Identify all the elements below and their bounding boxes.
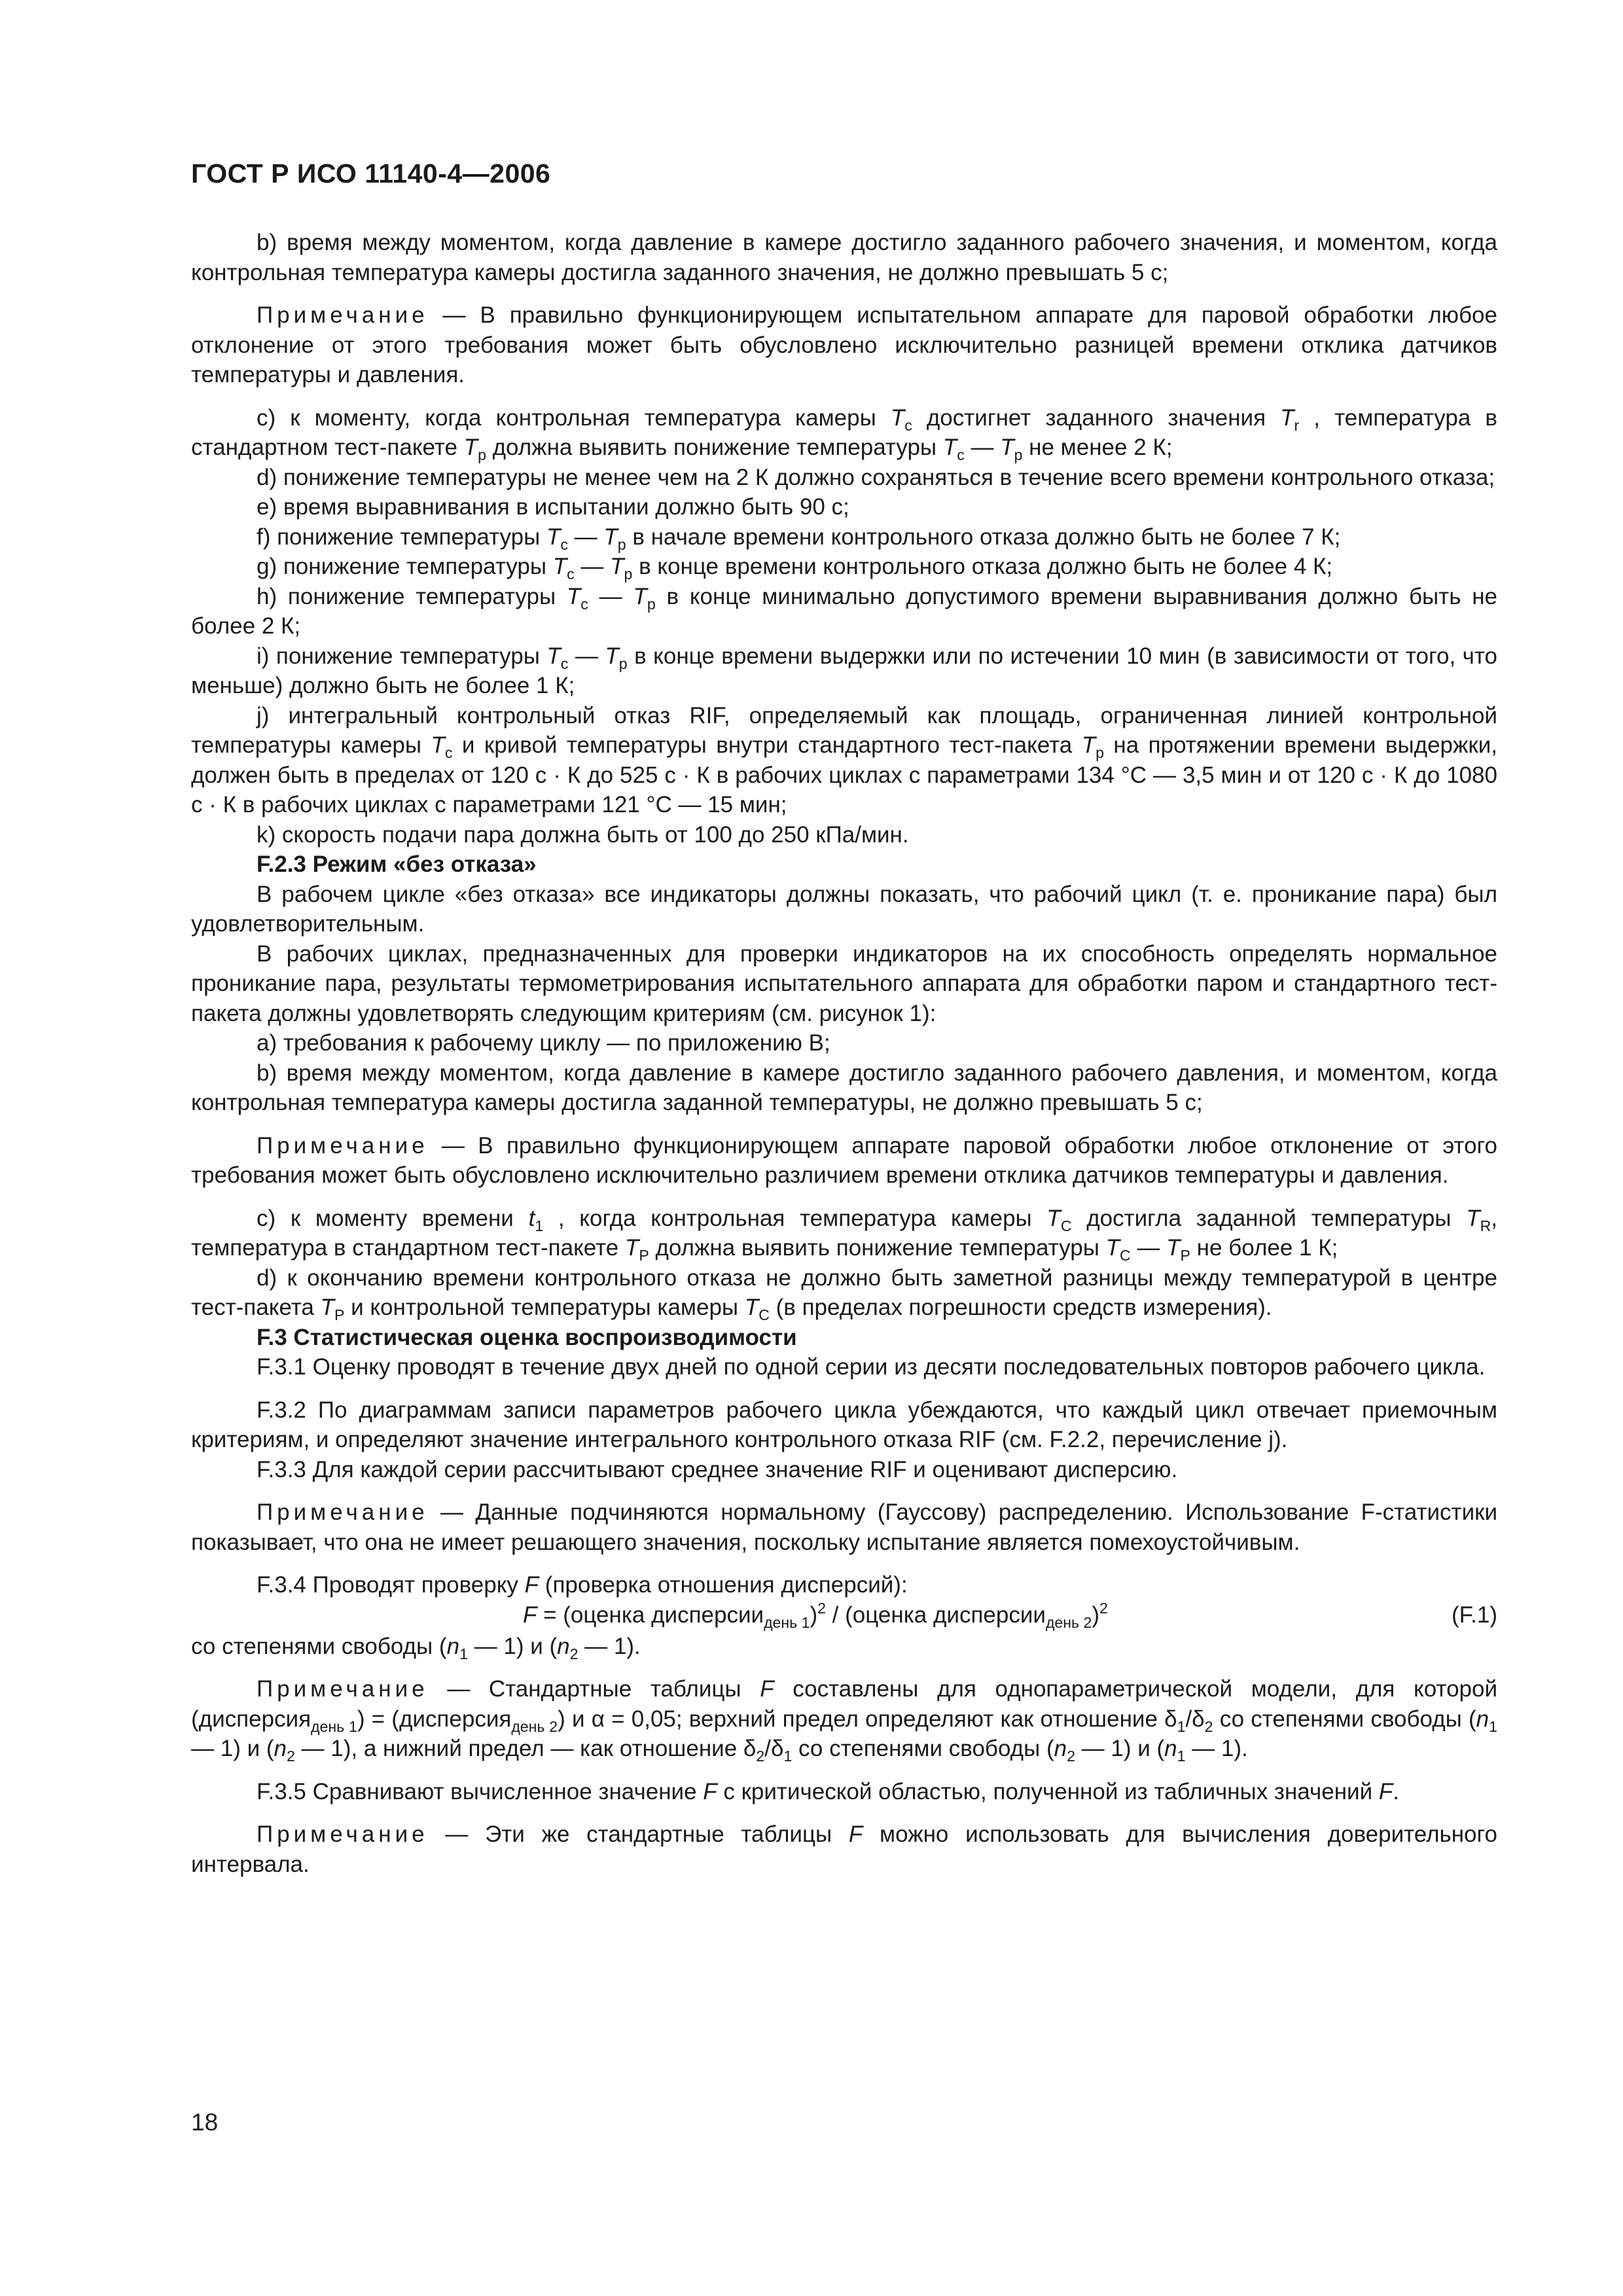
paragraph: j) интегральный контрольный отказ RIF, определяемый как площадь, ограниченная линией контрольной температуры камеры $T_c$ и кривой температуры внутри стандартного тест-пакета $T_p$ на протяжении времени выдержки, должен быть в пределах от 120 с · К до 525 с · К в рабочих циклах с параметрами 134 °С — 3,5 мин и от 120 с · К до 1080 с · К в рабочих циклах с параметрами 121 °С — 15 мин;: [191, 702, 1498, 817]
formula-text: F = (оценка дисперсии$_{день 1}$)$^2$ / (оценка дисперсии$_{день 2}$)$^2$: [523, 1599, 1108, 1631]
note-paragraph: Примечание — В правильно функционирующем испытательном аппарате для паровой обработки любое отклонение от этого требования может быть обусловлено исключительно разницей времени отклика датчиков температуры и давления.: [191, 302, 1497, 387]
body-section-a: [191, 228, 1497, 1600]
document-body: [191, 228, 1497, 1892]
note-paragraph: Примечание — Стандартные таблицы F составлены для однопараметрической модели, для которой (дисперсия$_{день 1}$) = (дисперсия$_{день 2}$) и α = 0,05; верхний предел определяют как отношение $\delta_1/\delta_2$ со степенями свободы ($n_1$ — 1) и ($n_2$ — 1), а нижний предел — как отношение $\delta_2/\delta_1$ со степенями свободы ($n_2$ — 1) и ($n_1$ — 1).: [191, 1676, 1498, 1765]
section-heading: F.2.3 Режим «без отказа»: [257, 852, 537, 877]
paragraph: со степенями свободы ($n_1$ — 1) и ($n_2$ — 1).: [191, 1633, 641, 1662]
paragraph: d) к окончанию времени контрольного отказа не должно быть заметной разницы между температурой в центре тест-пакета $T_P$ и контрольной температуры камеры $T_C$ (в пределах погрешности средств измерения).: [191, 1265, 1497, 1324]
note-paragraph: Примечание — Данные подчиняются нормальному (Гауссову) распределению. Использование F-статистики показывает, что она не имеет решающего значения, поскольку испытание является помехоустойчивым.: [191, 1499, 1497, 1555]
paragraph: F.3.3 Для каждой серии рассчитывают среднее значение RIF и оценивают дисперсию.: [257, 1456, 1178, 1482]
note-paragraph: Примечание — Эти же стандартные таблицы F можно использовать для вычисления доверительного интервала.: [191, 1821, 1497, 1877]
paragraph: i) понижение температуры $T_c$ — $T_p$ в конце времени выдержки или по истечении 10 мин (в зависимости от того, что меньше) должно быть не более 1 К;: [191, 643, 1498, 698]
note-paragraph: Примечание — В правильно функционирующем аппарате паровой обработки любое отклонение от этого требования может быть обусловлено исключительно различием времени отклика датчиков температуры и давления.: [191, 1132, 1497, 1188]
document-header: ГОСТ Р ИСО 11140-4—2006: [191, 158, 551, 188]
paragraph: c) к моменту, когда контрольная температура камеры $T_c$ достигнет заданного значения $T_r$ , температура в стандартном тест-пакете $T_p$ должна выявить понижение температуры $T_c$ — $T_p$ не менее 2 К;: [191, 404, 1497, 464]
paragraph: f) понижение температуры $T_c$ — $T_p$ в начале времени контрольного отказа должно быть не более 7 К;: [257, 524, 1341, 553]
formula-number: (F.1): [1452, 1602, 1497, 1628]
paragraph: g) понижение температуры $T_c$ — $T_p$ в конце времени контрольного отказа должно быть не более 4 К;: [257, 554, 1333, 583]
paragraph: F.3.2 По диаграммам записи параметров рабочего цикла убеждаются, что каждый цикл отвечает приемочным критериям, и определяют значение интегрального контрольного отказа RIF (см. F.2.2, перечисление j).: [191, 1397, 1497, 1452]
paragraph: В рабочих циклах, предназначенных для проверки индикаторов на их способность определять нормальное проникание пара, результаты термометрирования испытательного аппарата для обработки паром и стандартного тест-пакета должны удовлетворять следующим критериям (см. рисунок 1):: [191, 941, 1497, 1026]
paragraph: В рабочем цикле «без отказа» все индикаторы должны показать, что рабочий цикл (т. е. проникание пара) был удовлетворительным.: [191, 881, 1497, 937]
paragraph: h) понижение температуры $T_c$ — $T_p$ в конце минимально допустимого времени выравнивания должно быть не более 2 К;: [191, 583, 1498, 639]
section-heading: F.3 Статистическая оценка воспроизводимости: [257, 1324, 797, 1350]
paragraph: k) скорость подачи пара должна быть от 100 до 250 кПа/мин.: [257, 821, 909, 848]
paragraph: F.3.4 Проводят проверку F (проверка отношения дисперсий):: [257, 1572, 908, 1598]
paragraph: d) понижение температуры не менее чем на 2 К должно сохраняться в течение всего времени контрольного отказа;: [257, 464, 1495, 490]
paragraph: e) время выравнивания в испытании должно быть 90 с;: [257, 494, 849, 520]
paragraph: F.3.5 Сравнивают вычисленное значение F с критической областью, полученной из табличных значений F.: [257, 1778, 1399, 1804]
paragraph: c) к моменту времени $t_1$ , когда контрольная температура камеры $T_C$ достигла заданной температуры $T_R$, температура в стандартном тест-пакете $T_P$ должна выявить понижение температуры $T_C$ — $T_P$ не более 1 К;: [191, 1205, 1497, 1265]
body-section-b: [191, 1632, 1497, 1880]
paragraph: a) требования к рабочему циклу — по приложению В;: [257, 1030, 830, 1056]
page-number: 18: [191, 2109, 219, 2136]
formula-F1: [191, 1600, 1497, 1632]
paragraph: b) время между моментом, когда давление в камере достигло заданного рабочего значения, и моментом, когда контрольная температура камеры достигла заданного значения, не должно превышать 5 с;: [191, 230, 1497, 285]
paragraph: F.3.1 Оценку проводят в течение двух дней по одной серии из десяти последовательных повторов рабочего цикла.: [257, 1354, 1486, 1380]
paragraph: b) время между моментом, когда давление в камере достигло заданного рабочего давления, и моментом, когда контрольная температура камеры достигла заданной температуры, не должно превышать 5 с;: [191, 1060, 1497, 1115]
